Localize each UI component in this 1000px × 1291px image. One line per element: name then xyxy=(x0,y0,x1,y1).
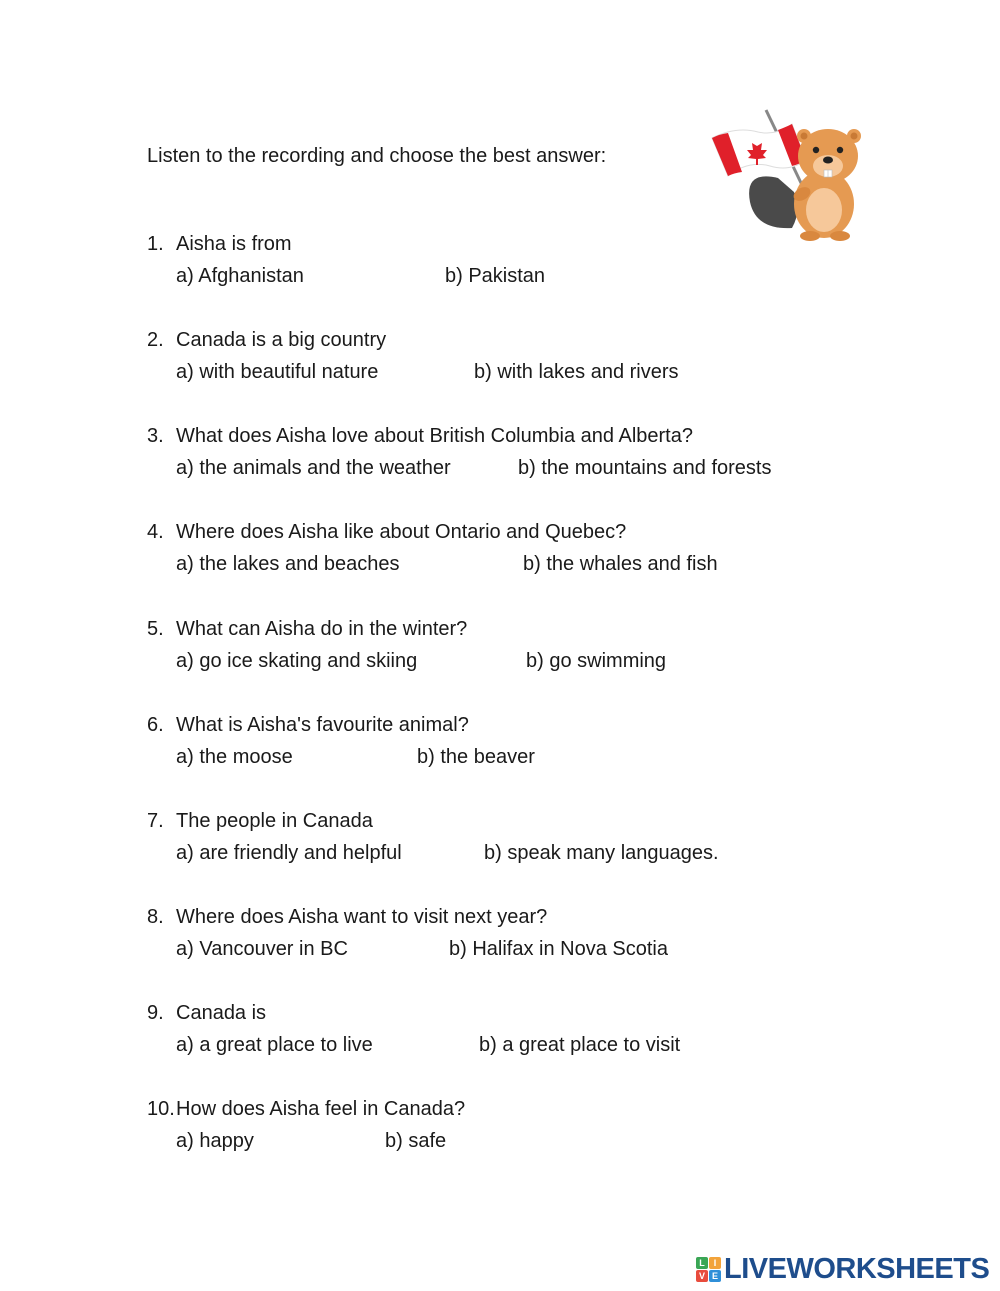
question-number: 4. xyxy=(147,521,164,543)
option-b[interactable]: b) the mountains and forests xyxy=(518,457,772,479)
question-text: What is Aisha's favourite animal? xyxy=(176,714,469,736)
option-a[interactable]: a) happy xyxy=(176,1130,254,1152)
question-text: The people in Canada xyxy=(176,810,373,832)
option-b[interactable]: b) the beaver xyxy=(417,746,535,768)
question-number: 6. xyxy=(147,714,164,736)
beaver-with-canadian-flag-icon xyxy=(706,100,876,245)
question-text: What can Aisha do in the winter? xyxy=(176,618,468,640)
logo-block: L xyxy=(696,1257,708,1269)
question-number: 8. xyxy=(147,906,164,928)
answer-options xyxy=(147,264,907,296)
question-text: Aisha is from xyxy=(176,233,292,255)
logo-block: I xyxy=(709,1257,721,1269)
option-a[interactable]: a) the animals and the weather xyxy=(176,457,451,479)
answer-options xyxy=(147,1129,907,1161)
question-line xyxy=(147,328,907,360)
option-b[interactable]: b) go swimming xyxy=(526,650,667,672)
question-line xyxy=(147,232,907,264)
answer-options xyxy=(147,552,907,584)
answer-options xyxy=(147,649,907,681)
answer-options xyxy=(147,745,907,777)
option-b[interactable]: b) safe xyxy=(385,1130,447,1152)
question-line xyxy=(147,1001,907,1033)
option-b[interactable]: b) with lakes and rivers xyxy=(474,361,679,383)
question-text: How does Aisha feel in Canada? xyxy=(176,1098,466,1120)
answer-options xyxy=(147,456,907,488)
question-item xyxy=(147,809,907,873)
answer-options xyxy=(147,841,907,873)
answer-options xyxy=(147,1033,907,1065)
option-b[interactable]: b) the whales and fish xyxy=(523,553,718,575)
question-line xyxy=(147,617,907,649)
question-line xyxy=(147,713,907,745)
question-line xyxy=(147,905,907,937)
question-number: 9. xyxy=(147,1002,164,1024)
question-number: 7. xyxy=(147,810,164,832)
question-number: 1. xyxy=(147,233,164,255)
question-number: 5. xyxy=(147,618,164,640)
answer-options xyxy=(147,937,907,969)
question-item xyxy=(147,617,907,681)
question-item xyxy=(147,232,907,296)
liveworksheets-logo xyxy=(696,1252,996,1286)
question-line xyxy=(147,520,907,552)
question-item xyxy=(147,905,907,969)
option-b[interactable]: b) Halifax in Nova Scotia xyxy=(449,938,668,960)
question-item xyxy=(147,1097,907,1161)
option-a[interactable]: a) with beautiful nature xyxy=(176,361,379,383)
question-item xyxy=(147,328,907,392)
question-item xyxy=(147,713,907,777)
question-line xyxy=(147,809,907,841)
question-text: Canada is xyxy=(176,1002,267,1024)
option-b[interactable]: b) a great place to visit xyxy=(479,1034,681,1056)
question-text: What does Aisha love about British Columbia and Alberta? xyxy=(176,425,693,447)
option-a[interactable]: a) are friendly and helpful xyxy=(176,842,402,864)
canada-flag-icon xyxy=(712,124,806,176)
question-item xyxy=(147,520,907,584)
logo-block: E xyxy=(709,1270,721,1282)
option-b[interactable]: b) Pakistan xyxy=(445,265,546,287)
question-number: 2. xyxy=(147,329,164,351)
question-line xyxy=(147,1097,907,1129)
option-b[interactable]: b) speak many languages. xyxy=(484,842,719,864)
logo-block: V xyxy=(696,1270,708,1282)
question-text: Where does Aisha like about Ontario and Quebec? xyxy=(176,521,627,543)
option-a[interactable]: a) the lakes and beaches xyxy=(176,553,400,575)
instruction-text: Listen to the recording and choose the best answer: xyxy=(147,145,607,167)
option-a[interactable]: a) the moose xyxy=(176,746,293,768)
answer-options xyxy=(147,360,907,392)
option-a[interactable]: a) go ice skating and skiing xyxy=(176,650,418,672)
question-text: Where does Aisha want to visit next year? xyxy=(176,906,548,928)
question-line xyxy=(147,424,907,456)
question-item xyxy=(147,424,907,488)
question-number: 10. xyxy=(147,1098,175,1120)
question-number: 3. xyxy=(147,425,164,447)
question-text: Canada is a big country xyxy=(176,329,387,351)
option-a[interactable]: a) Vancouver in BC xyxy=(176,938,348,960)
liveworksheets-logo-icon xyxy=(696,1257,722,1283)
question-item xyxy=(147,1001,907,1065)
option-a[interactable]: a) Afghanistan xyxy=(176,265,304,287)
logo-text: LIVEWORKSHEETS xyxy=(724,1253,990,1285)
option-a[interactable]: a) a great place to live xyxy=(176,1034,373,1056)
